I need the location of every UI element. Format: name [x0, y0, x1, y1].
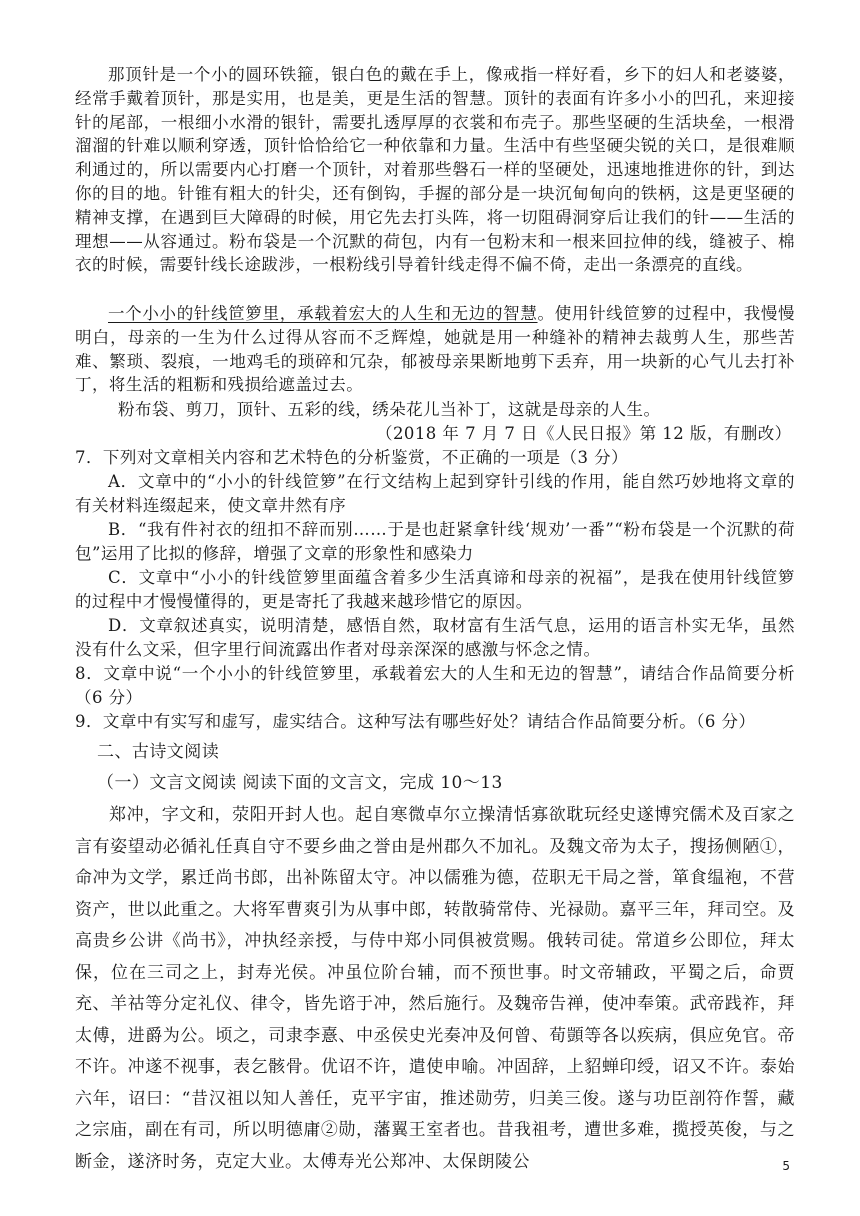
passage-paragraph-2-rest: 。使用针线笸箩的过程中，我慢慢明白，母亲的一生为什么过得从容而不乏辉煌，她就是用一种缝补的精神去裁剪人生，那些苦难、繁琐、裂痕，一地鸡毛的琐碎和冗杂，郁被母亲果断地剪下丢弃，用一块新的心气儿去打补丁，将生活的粗粝和残损给遮盖过去。 [75, 304, 796, 395]
page-number: 5 [782, 1159, 790, 1173]
key-sentence-underlined: 一个小小的针线笸箩里，承载着宏大的人生和无边的智慧 [108, 304, 538, 323]
question-7-option-b: B．“我有件衬衣的纽扣不辞而别……于是也赶紧拿针线‘规劝’一番”“粉布袋是一个沉默的荷包”运用了比拟的修辞，增强了文章的形象性和感染力 [75, 520, 795, 563]
section-subheading: （一）文言文阅读 阅读下面的文言文，完成 10～13 [97, 773, 503, 793]
passage-paragraph-3: 粉布袋、剪刀，顶针、五彩的线，绣朵花儿当补丁，这就是母亲的人生。 [118, 400, 661, 419]
passage-paragraph-1: 那顶针是一个小的圆环铁箍，银白色的戴在手上，像戒指一样好看，乡下的妇人和老婆婆，经常手戴着顶针，那是实用，也是美，更是生活的智慧。顶针的表面有许多小小的凹孔，来迎接针的尾部，一根细小水滑的银针，需要扎透厚厚的衣裳和布壳子。那些坚硬的生活块垒，一根滑溜溜的针难以顺利穿透，顶针恰恰给它一种依靠和力量。生活中有些坚硬尖锐的关口，是很难顺利通过的，所以需要内心打磨一个顶针，对着那些磐石一样的坚硬处，迅速地推进你的针，到达你的目的地。针锥有粗大的针尖，还有倒钩，手握的部分是一块沉甸甸向的铁柄，这是更坚硬的精神支撑，在遇到巨大障碍的时候，用它先去打头阵，将一切阻碍洞穿后让我们的针——生活的理想——从容通过。粉布袋是一个沉默的荷包，内有一包粉末和一根来回拉伸的线，缝被子、棉衣的时候，需要针线长途跋涉，一根粉线引导着针线走得不偏不倚，走出一条漂亮的直线。 [75, 65, 795, 275]
question-7-option-d: D．文章叙述真实，说明清楚，感悟自然，取材富有生活气息，运用的语言朴实无华，虽然没有什么文采，但字里行间流露出作者对母亲深深的感激与怀念之情。 [75, 616, 795, 659]
question-7: 7．下列对文章相关内容和艺术特色的分析鉴赏，不正确的一项是（3 分） [75, 448, 629, 467]
passage-source: （2018 年 7 月 7 日《人民日报》第 12 版，有删改） [376, 424, 792, 443]
passage-paragraph-2 [75, 302, 795, 397]
question-7-option-a: A．文章中的“小小的针线笸箩”在行文结构上起到穿针引线的作用，能自然巧妙地将文章的有关材料连缀起来，使文章井然有序 [75, 472, 795, 515]
question-9: 9．文章中有实写和虚写，虚实结合。这种写法有哪些好处？请结合作品简要分析。（6 分） [75, 712, 756, 731]
question-8: 8．文章中说“一个小小的针线笸箩里，承载着宏大的人生和无边的智慧”，请结合作品简要分析（6 分） [75, 664, 795, 707]
section-heading: 二、古诗文阅读 [97, 742, 220, 762]
question-7-option-c: C．文章中“小小的针线笸箩里面蕴含着多少生活真谛和母亲的祝福”，是我在使用针线笸箩的过程中才慢慢懂得的，更是寄托了我越来越珍惜它的原因。 [75, 568, 795, 611]
classical-text: 郑冲，字文和，荥阳开封人也。起自寒微卓尔立操清恬寡欲耽玩经史遂博究儒术及百家之言有姿望动必循礼任真自守不要乡曲之誉由是州郡久不加礼。及魏文帝为太子，搜扬侧陋①，命冲为文学，累迁尚书郎，出补陈留太守。冲以儒雅为德，莅职无干局之誉，箪食缊袍，不营资产，世以此重之。大将军曹爽引为从事中郎，转散骑常侍、光禄勋。嘉平三年，拜司空。及高贵乡公讲《尚书》，冲执经亲授，与侍中郑小同俱被赏赐。俄转司徒。常道乡公即位，拜太保，位在三司之上，封寿光侯。冲虽位阶台辅，而不预世事。时文帝辅政，平蜀之后，命贾充、羊祜等分定礼仪、律令，皆先谘于冲，然后施行。及魏帝告禅，使冲奉策。武帝践祚，拜太傅，进爵为公。顷之，司隶李憙、中丞侯史光奏冲及何曾、荀顗等各以疾病，俱应免官。帝不许。冲遂不视事，表乞骸骨。优诏不许，遣使申喻。冲固辞，上貂蝉印绶，诏又不许。泰始六年，诏曰：“昔汉祖以知人善任，克平宇宙，推述勋劳，归美三俊。遂与功臣剖符作誓，藏之宗庙，副在有司，所以明德庸②勋，藩翼王室者也。昔我祖考，遭世多难，揽授英俊，与之断金，遂济时务，克定大业。太傅寿光公郑冲、太保朗陵公 [75, 805, 795, 1172]
